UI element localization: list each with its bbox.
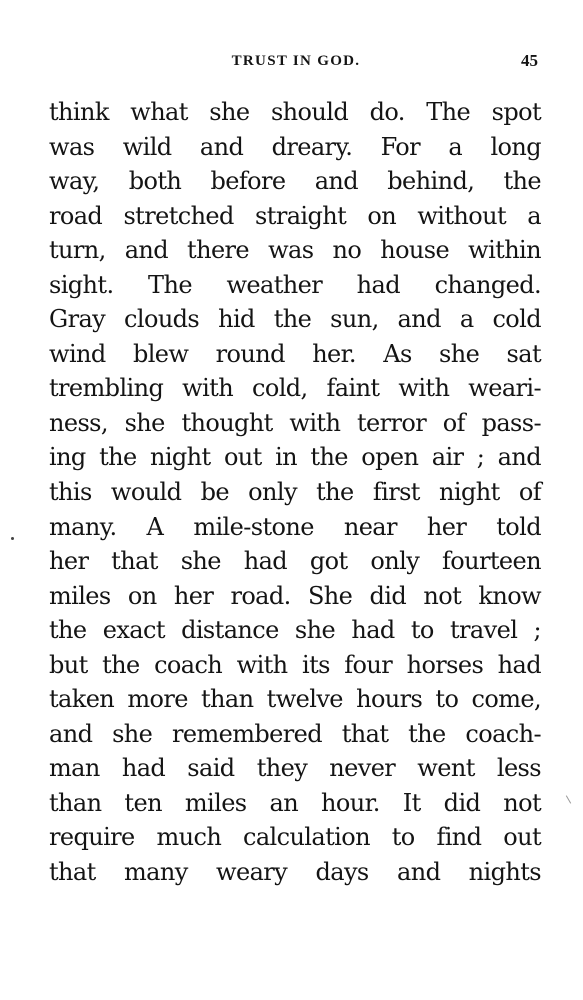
text-line: many. A mile-stone near her told (49, 512, 541, 541)
text-line: think what she should do. The spot (49, 98, 541, 126)
running-title: TRUST IN GOD. (231, 53, 361, 69)
text-line: man had said they never went less (49, 754, 541, 783)
edge-speck (566, 795, 571, 803)
text-line: ing the night out in the open air ; and (49, 443, 541, 472)
text-line: require much calculation to find out (49, 823, 541, 852)
text-line: than ten miles an hour. It did not (49, 788, 541, 817)
margin-speck (11, 537, 14, 540)
text-line: that many weary days and nights (49, 858, 541, 887)
text-line: turn, and there was no house within (49, 236, 541, 265)
text-line: road stretched straight on without a (49, 201, 541, 230)
text-line: miles on her road. She did not know (49, 581, 541, 610)
text-line: Gray clouds hid the sun, and a cold (49, 305, 541, 334)
text-line: this would be only the first night of (49, 478, 541, 507)
text-line: her that she had got only fourteen (49, 547, 541, 576)
body-text (49, 95, 541, 890)
text-line: the exact distance she had to travel ; (49, 616, 541, 645)
page-number: 45 (521, 51, 538, 70)
text-line: ness, she thought with terror of pass- (49, 408, 541, 437)
text-line: trembling with cold, faint with weari- (49, 374, 541, 403)
running-head (52, 50, 540, 76)
text-line: taken more than twelve hours to come, (49, 685, 541, 714)
text-line: and she remembered that the coach- (49, 719, 541, 748)
text-line: sight. The weather had changed. (49, 270, 541, 299)
text-line: was wild and dreary. For a long (49, 132, 541, 161)
text-line: way, both before and behind, the (49, 167, 541, 196)
text-line: wind blew round her. As she sat (49, 339, 541, 368)
text-line: but the coach with its four horses had (49, 650, 541, 679)
